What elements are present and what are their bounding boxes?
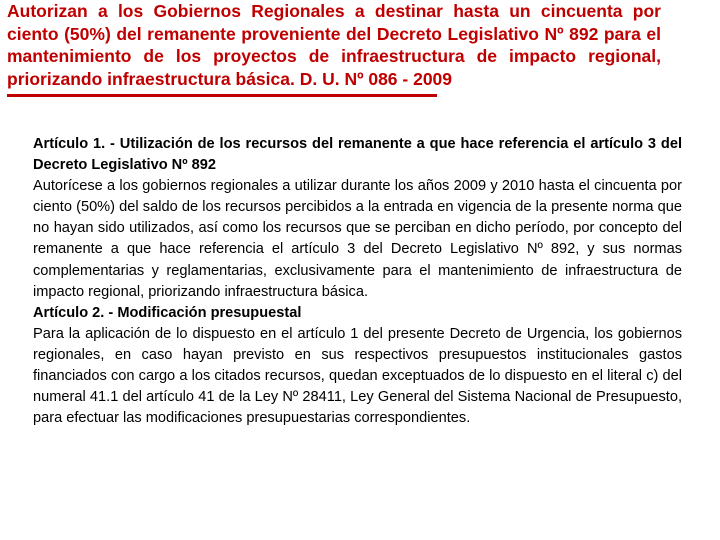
article-2-heading: Artículo 2. - Modificación presupuestal [33, 304, 302, 321]
article-2-body: Para la aplicación de lo dispuesto en el artículo 1 del presente Decreto de Urgencia, los gobiernos regionales, en caso hayan previsto en sus respectivos presupuestos institucionales gastos financiados con cargo a los citados recursos, quedan exceptuados de lo dispuesto en el literal c) del numeral 41.1 del artículo 41 de la Ley Nº 28411, Ley General del Sistema Nacional de Presupuesto, para efectuar las modificaciones presupuestarias correspondientes. [33, 325, 682, 427]
article-1-body: Autorícese a los gobiernos regionales a utilizar durante los años 2009 y 2010 hasta el cincuenta por ciento (50%) del saldo de los recursos percibidos a la entrada en vigencia de la presente norma que no hayan sido utilizados, así como los recursos que se perciban en dicho período, por concepto del remanente a que hace referencia el artículo 3 del Decreto Legislativo Nº 892, y sus normas complementarias y reglamentarias, exclusivamente para el mantenimiento de infraestructura de impacto regional, priorizando infraestructura básica. [33, 178, 682, 300]
document-title: Autorizan a los Gobiernos Regionales a destinar hasta un cincuenta por ciento (50%) del remanente proveniente del Decreto Legislativo Nº 892 para el mantenimiento de los proyectos de infraestructura de impacto regional, priorizando infraestructura básica. D. U. Nº 086 - 2009 [7, 1, 661, 89]
document-body [33, 134, 682, 429]
title-underline [7, 94, 437, 97]
article-1-heading: Artículo 1. - Utilización de los recursos del remanente a que hace referencia el artículo 3 del Decreto Legislativo Nº 892 [33, 136, 682, 174]
